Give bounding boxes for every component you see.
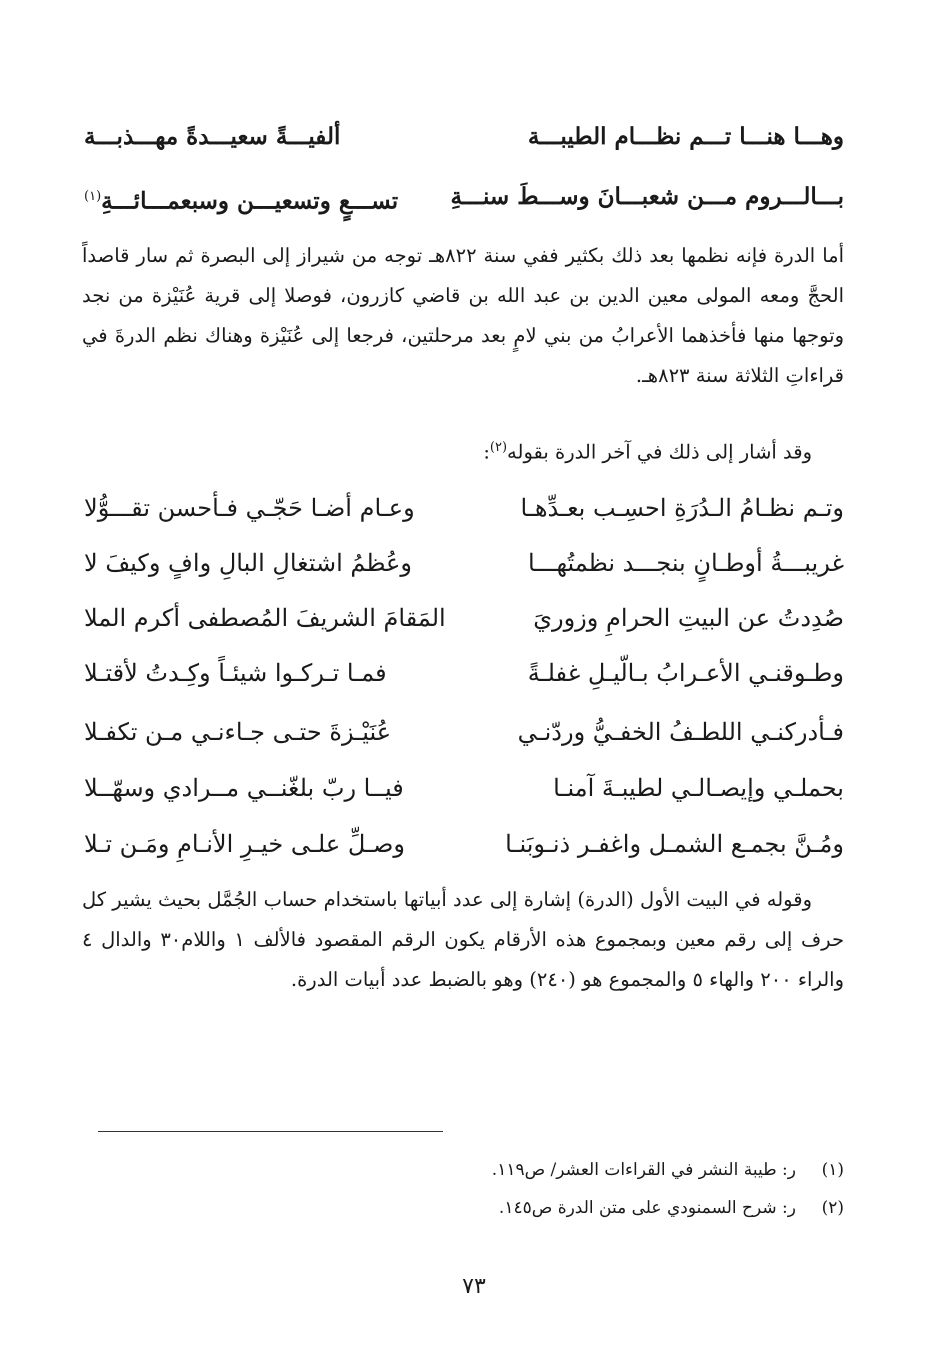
verse-first-hemistich: صُدِدتُ عن البيتِ الحرامِ وزوريَ <box>533 604 844 632</box>
footnote-text: ر: طيبة النشر في القراءات العشر/ ص١١٩. <box>491 1160 796 1180</box>
verse-second-hemistich: المَقامَ الشريفَ المُصطفى أكرم الملا <box>84 604 446 632</box>
verse-first-hemistich: فـأدركنـي اللطـفُ الخفـيُّ وردّنـي <box>517 718 844 746</box>
opening-verse <box>84 117 844 157</box>
poem-verse <box>84 768 844 808</box>
footnote-number: (٢) <box>821 1198 844 1218</box>
poem-verse <box>84 543 844 583</box>
footnote <box>84 1151 844 1189</box>
verse-second-hemistich: عُنَيْـزةَ حتـى جـاءنـي مـن تكفـلا <box>84 718 392 746</box>
verse-second-hemistich: تســـعٍ وتسعيـــن وسبعمـــائـــةِ$^{(١)}$ <box>84 187 399 215</box>
verse-second-hemistich: فيــا ربّ بلغّنــي مــرادي وسهّــلا <box>84 774 404 802</box>
verse-first-hemistich: بـــالـــروم مـــن شعبـــانَ وســـطَ سنـــةِ <box>450 183 844 210</box>
verse-first-hemistich: وهـــا هنـــا تـــم نظـــام الطيبـــة <box>527 123 844 150</box>
verse-second-hemistich: وعـام أضـا حَجّـي فـأحسن تقـــوُّلا <box>84 494 415 522</box>
paragraph-text: وقد أشار إلى ذلك في آخر الدرة بقوله$^{(٢)}$: <box>483 440 812 464</box>
footnote <box>84 1189 844 1227</box>
poem-verse <box>84 598 844 638</box>
footnote-text: ر: شرح السمنودي على متن الدرة ص١٤٥. <box>498 1198 796 1218</box>
paragraph-text: وقوله في البيت الأول (الدرة) إشارة إلى عدد أبياتها باستخدام حساب الجُمَّل بحيث يشير كل حرف إلى رقم معين وبمجموع هذه الأرقام يكون الرقم المقصود فالألف ١ واللام٣٠ والدال ٤ والراء ٢٠٠ والهاء ٥ والمجموع هو (٢٤٠) وهو بالضبط عدد أبيات الدرة. <box>82 888 844 991</box>
footnote-ref: (١) <box>84 189 102 204</box>
poem-verse <box>84 653 844 693</box>
body-paragraph <box>82 880 844 1000</box>
verse-first-hemistich: ومُـنَّ بجمـع الشمـل واغفـر ذنـوبَنـا <box>505 830 844 858</box>
footnote-number: (١) <box>821 1160 844 1180</box>
footnote-ref: (٢) <box>489 440 508 455</box>
page-number: ٧٣ <box>462 1274 486 1299</box>
verse-second-hemistich: فمـا تـركـوا شيئـاً وكِـدتُ لأقتـلا <box>84 659 387 687</box>
verse-second-hemistich: وعُظمُ اشتغالِ البالِ وافٍ وكيفَ لا <box>84 549 412 577</box>
footnote-divider <box>98 1131 443 1132</box>
verse-first-hemistich: وطـوقنـي الأعـرابُ بـالّيـلِ غفلـةً <box>527 659 844 687</box>
verse-second-hemistich: وصـلِّ علـى خيـرِ الأنـامِ ومَـن تـلا <box>84 830 405 858</box>
paragraph-text: أما الدرة فإنه نظمها بعد ذلك بكثير ففي سنة ٨٢٢هـ توجه من شيراز إلى البصرة ثم سار قاصداً الحجَّ ومعه المولى معين الدين بن عبد الله بن قاضي كازرون، فوصلا إلى قرية عُنَيْزة من نجد وتوجها منها فأخذهما الأعرابُ من بني لامٍ بعد مرحلتين، فرجعا إلى عُنَيْزة وهناك نظم الدرةَ في قراءاتِ الثلاثة سنة ٨٢٣هـ. <box>82 244 844 387</box>
opening-verse <box>84 177 844 217</box>
body-paragraph <box>82 236 844 396</box>
poem-verse <box>84 712 844 752</box>
poem-verse <box>84 488 844 528</box>
verse-second-hemistich: ألفيـــةً سعيـــدةً مهـــذبـــة <box>84 123 341 150</box>
verse-first-hemistich: غريبـــةُ أوطـانٍ بنجـــد نظمتُهـــا <box>528 549 844 577</box>
body-paragraph <box>82 428 844 473</box>
poem-verse <box>84 824 844 864</box>
footnotes <box>84 1151 844 1227</box>
verse-first-hemistich: وتـم نظـامُ الـدُرَةِ احسِـب بعـدِّهـا <box>520 494 844 522</box>
verse-first-hemistich: بحملـي وإيصـالـي لطيبـةَ آمنـا <box>553 774 844 802</box>
